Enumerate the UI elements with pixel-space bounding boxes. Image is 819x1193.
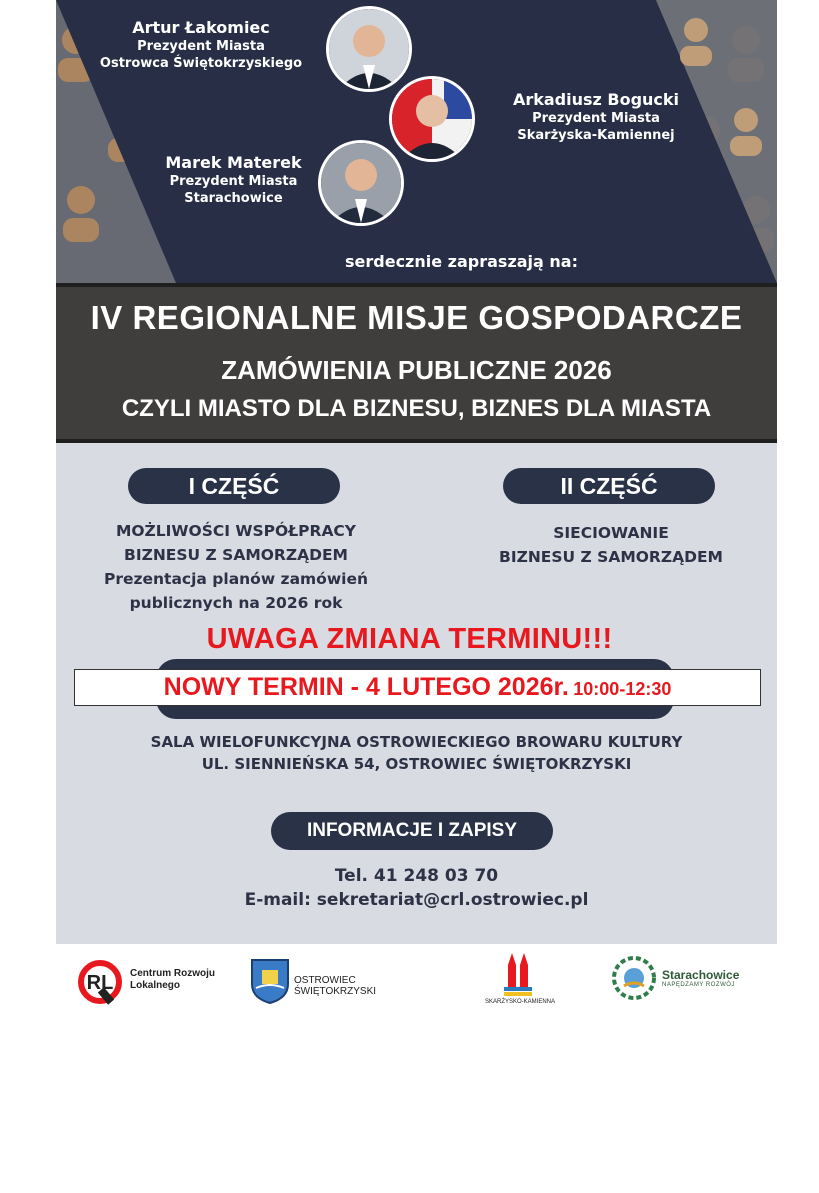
part-2-line: SIECIOWANIE — [553, 524, 669, 542]
speaker-role: Starachowice — [184, 190, 283, 206]
speaker-name: Arkadiusz Bogucki — [512, 90, 680, 109]
header-section — [56, 0, 777, 283]
info-pill: INFORMACJE I ZAPISY — [271, 812, 553, 850]
starachowice-name: Starachowice — [662, 968, 740, 982]
speaker-role: Prezydent Miasta — [169, 173, 298, 189]
ostrowiec-logo — [250, 958, 440, 1006]
starachowice-emblem-icon — [610, 954, 658, 1002]
contact-phone: Tel. 41 248 03 70 — [334, 866, 499, 886]
speaker-name: Artur Łakomiec — [132, 18, 270, 37]
starachowice-logo — [610, 954, 750, 1008]
new-time: 10:00-12:30 — [573, 679, 672, 699]
part-1-line: BIZNESU Z SAMORZĄDEM — [124, 546, 348, 564]
date-change-alert: UWAGA ZMIANA TERMINU!!! — [206, 623, 613, 655]
speaker-2-photo — [389, 76, 475, 162]
event-title: IV REGIONALNE MISJE GOSPODARCZE — [90, 299, 743, 336]
speaker-3-photo — [318, 140, 404, 226]
skarzysko-towers-icon — [480, 949, 560, 999]
part-2-description — [446, 521, 776, 569]
ostrowiec-crest-icon — [250, 958, 290, 1004]
title-band — [56, 283, 777, 443]
speaker-3 — [146, 153, 321, 208]
speaker-role: Prezydent Miasta — [532, 110, 660, 126]
speaker-role: Skarżyska-Kamiennej — [517, 127, 675, 143]
crl-name-line: Centrum Rozwoju — [130, 968, 215, 979]
logos-row — [0, 944, 819, 1024]
ostrowiec-name: OSTROWIEC ŚWIĘTOKRZYSKI — [294, 975, 377, 997]
starachowice-tagline: NAPĘDZAMY ROZWÓJ — [662, 982, 735, 988]
speaker-2 — [476, 90, 716, 145]
part-2-label: II CZĘŚĆ — [503, 468, 715, 504]
new-date-box — [74, 669, 761, 706]
contact-email: E-mail: sekretariat@crl.ostrowiec.pl — [244, 890, 589, 910]
speaker-role: Ostrowca Świętokrzyskiego — [99, 55, 303, 71]
part-1-line: publicznych na 2026 rok — [129, 594, 343, 612]
svg-text:RL: RL — [86, 972, 114, 994]
skarzysko-name: SKARŻYSKO-KAMIENNA — [484, 999, 555, 1005]
part-1-line: Prezentacja planów zamówień — [103, 570, 369, 588]
new-date: NOWY TERMIN - 4 LUTEGO 2026r. — [163, 673, 569, 701]
crl-logo — [76, 958, 226, 1008]
event-subtitle: ZAMÓWIENIA PUBLICZNE 2026 — [221, 355, 612, 385]
speaker-role: Prezydent Miasta — [137, 38, 265, 54]
venue-line-2: UL. SIENNIEŃSKA 54, OSTROWIEC ŚWIĘTOKRZYSKI — [201, 755, 632, 773]
crl-icon — [76, 958, 124, 1006]
event-tagline: CZYLI MIASTO DLA BIZNESU, BIZNES DLA MIASTA — [121, 395, 712, 422]
part-1-line: MOŻLIWOŚCI WSPÓŁPRACY — [115, 522, 357, 540]
invitation-text: serdecznie zapraszają na: — [345, 252, 578, 271]
speaker-1-photo — [326, 6, 412, 92]
venue-line-1: SALA WIELOFUNKCYJNA OSTROWIECKIEGO BROWARU KULTURY — [150, 733, 683, 751]
skarzysko-logo — [480, 949, 560, 1011]
speaker-1 — [86, 18, 316, 73]
part-2-line: BIZNESU Z SAMORZĄDEM — [499, 548, 723, 566]
crl-name-line: Lokalnego — [130, 980, 181, 991]
poster — [56, 0, 777, 944]
part-1-description — [66, 519, 406, 615]
part-1-label: I CZĘŚĆ — [128, 468, 340, 504]
speaker-name: Marek Materek — [165, 153, 302, 172]
